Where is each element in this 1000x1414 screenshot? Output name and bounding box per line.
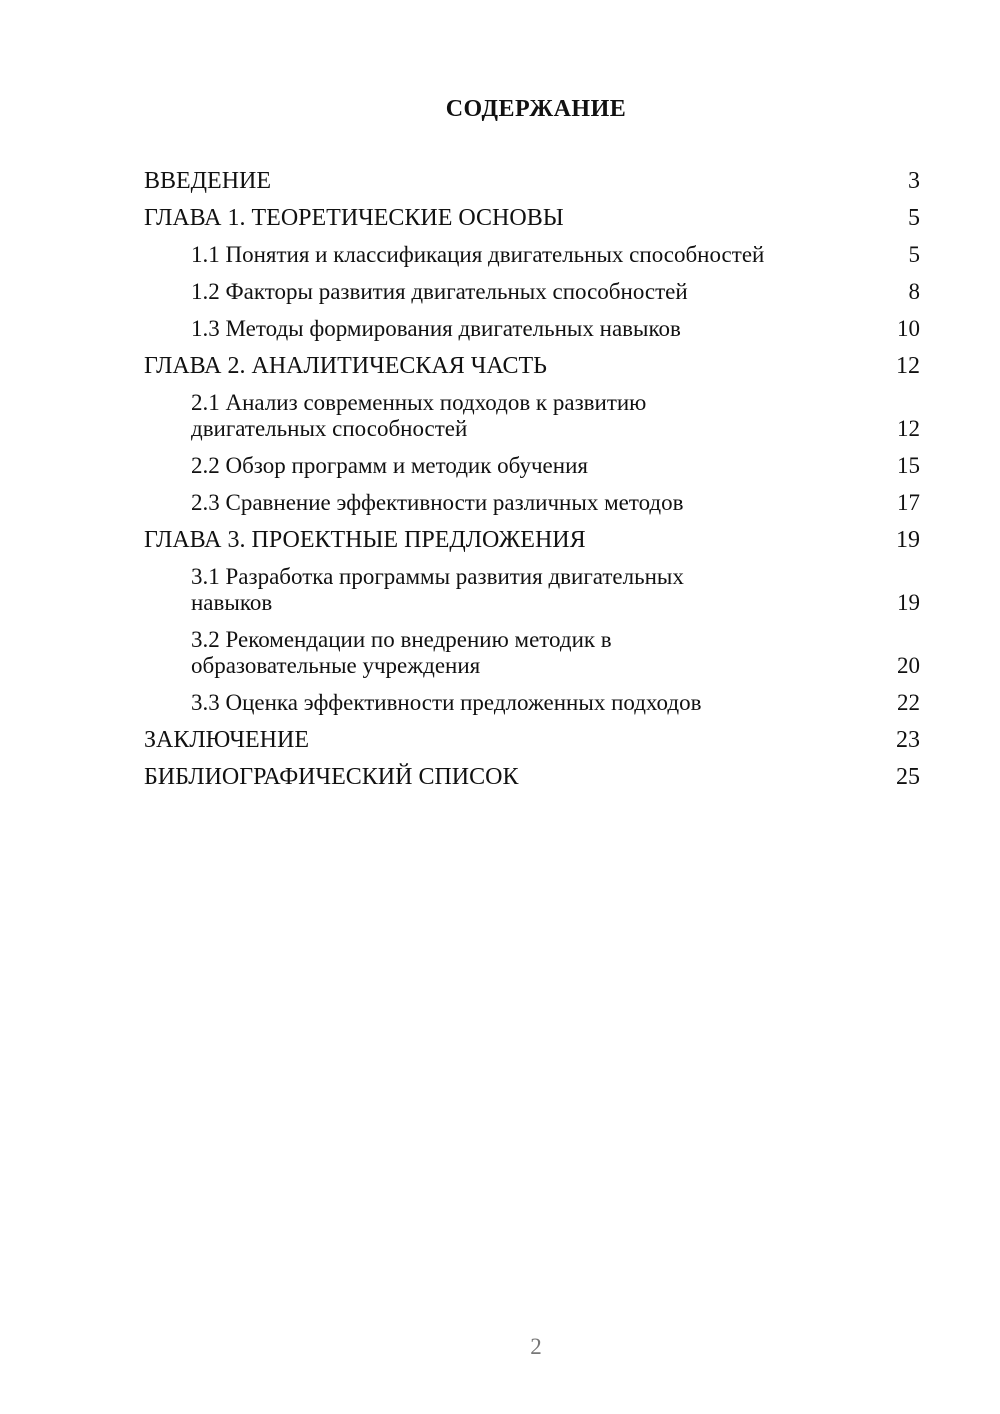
toc-entry-section-2-1[interactable] [144, 390, 920, 442]
page-number: 2 [530, 1334, 542, 1359]
page-title: СОДЕРЖАНИЕ [445, 96, 627, 122]
toc-entry-page: 10 [897, 316, 920, 341]
toc-entry-label: 3.1 Разработка программы развития двигательных навыков [191, 564, 684, 615]
toc-entry-section-3-2[interactable] [144, 627, 920, 679]
toc-entry-page: 22 [897, 690, 920, 715]
toc-entry-page: 25 [896, 764, 920, 790]
toc-entry-page: 5 [908, 242, 920, 267]
toc-entry-page: 3 [908, 168, 920, 194]
toc-entry-page: 23 [896, 727, 920, 753]
toc-entry-chapter-2[interactable] [144, 353, 920, 379]
toc-entry-chapter-3[interactable] [144, 527, 920, 553]
toc-entry-introduction[interactable] [144, 168, 920, 194]
toc-entry-label: 3.2 Рекомендации по внедрению методик в образовательные учреждения [191, 627, 612, 678]
toc-entry-label: 3.3 Оценка эффективности предложенных подходов [191, 690, 702, 715]
toc-entry-conclusion[interactable] [144, 727, 920, 753]
toc-entry-label: ГЛАВА 1. ТЕОРЕТИЧЕСКИЕ ОСНОВЫ [144, 205, 564, 231]
table-of-contents [144, 168, 920, 801]
toc-entry-section-1-3[interactable] [144, 316, 920, 342]
toc-entry-label: 1.2 Факторы развития двигательных способностей [191, 279, 688, 304]
toc-entry-label: ВВЕДЕНИЕ [144, 168, 272, 194]
toc-entry-section-2-3[interactable] [144, 490, 920, 516]
toc-entry-bibliography[interactable] [144, 764, 920, 790]
toc-entry-page: 12 [897, 416, 920, 441]
toc-entry-page: 20 [897, 653, 920, 678]
toc-entry-section-3-3[interactable] [144, 690, 920, 716]
toc-entry-page: 15 [897, 453, 920, 478]
toc-entry-label: 1.3 Методы формирования двигательных навыков [191, 316, 681, 341]
toc-entry-page: 5 [908, 205, 920, 231]
toc-entry-label: ГЛАВА 2. АНАЛИТИЧЕСКАЯ ЧАСТЬ [144, 353, 547, 379]
toc-entry-page: 19 [897, 590, 920, 615]
toc-entry-label: ЗАКЛЮЧЕНИЕ [144, 727, 309, 753]
toc-entry-page: 17 [897, 490, 920, 515]
toc-entry-page: 12 [896, 353, 920, 379]
toc-entry-section-2-2[interactable] [144, 453, 920, 479]
toc-entry-label: 2.1 Анализ современных подходов к развитию двигательных способностей [191, 390, 647, 441]
toc-entry-section-1-2[interactable] [144, 279, 920, 305]
toc-entry-label: 2.3 Сравнение эффективности различных методов [191, 490, 684, 515]
toc-entry-section-3-1[interactable] [144, 564, 920, 616]
toc-entry-page: 8 [908, 279, 920, 304]
toc-entry-label: 2.2 Обзор программ и методик обучения [191, 453, 588, 478]
toc-entry-label: ГЛАВА 3. ПРОЕКТНЫЕ ПРЕДЛОЖЕНИЯ [144, 527, 586, 553]
toc-entry-page: 19 [896, 527, 920, 553]
toc-entry-section-1-1[interactable] [144, 242, 920, 268]
toc-entry-label: БИБЛИОГРАФИЧЕСКИЙ СПИСОК [144, 764, 519, 790]
toc-entry-label: 1.1 Понятия и классификация двигательных способностей [191, 242, 765, 267]
toc-entry-chapter-1[interactable] [144, 205, 920, 231]
